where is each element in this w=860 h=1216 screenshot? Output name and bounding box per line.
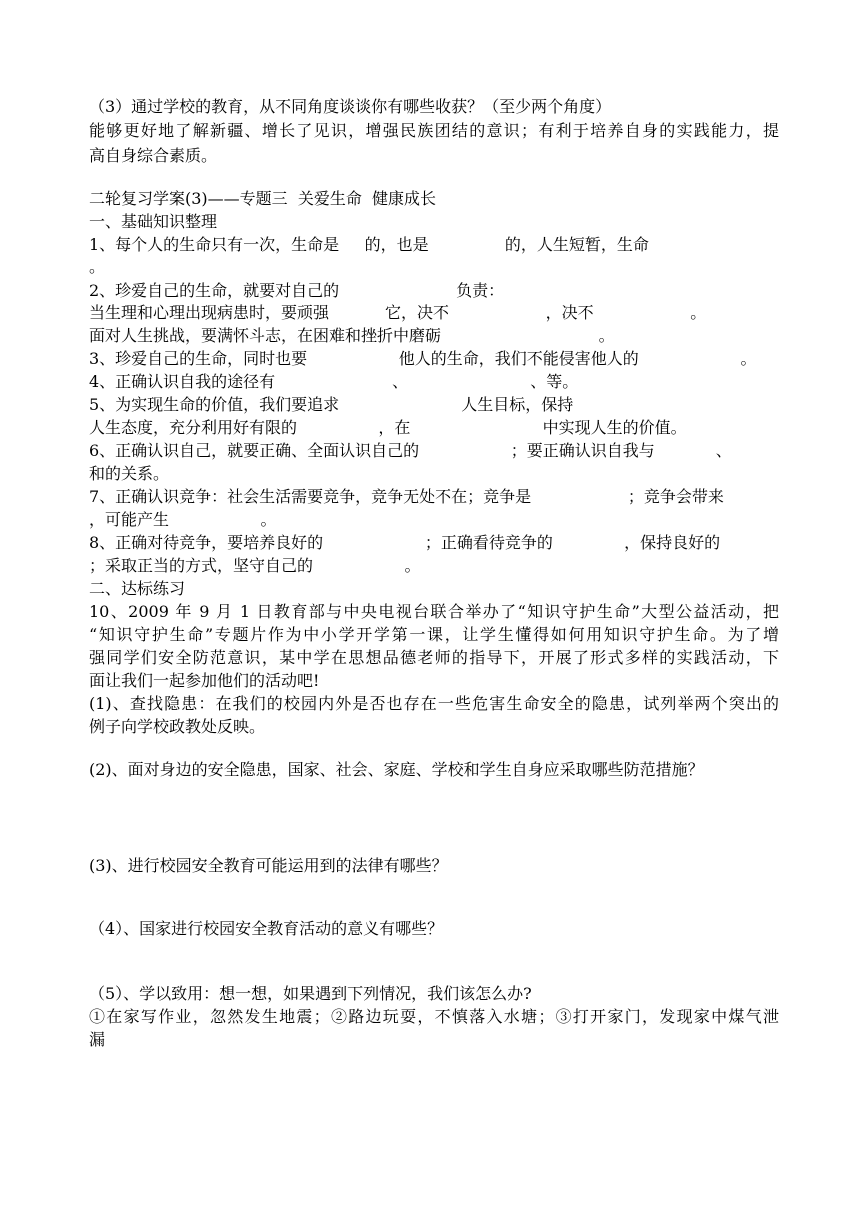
subquestion-2: (2)、面对身边的安全隐患，国家、社会、家庭、学校和学生自身应采取哪些防范措施？ [89,760,704,779]
item-7-line-2: ，可能产生 。 [89,510,277,529]
item-2-line-3: 面对人生挑战，要满怀斗志，在困难和挫折中磨砺 。 [89,326,615,345]
question-10-line-4: 面让我们一起参加他们的活动吧! [89,671,320,690]
question-10-line-2: “知识守护生命”专题片作为中小学开学第一课，让学生懂得如何用知识守护生命。为了增 [89,625,779,644]
item-2-line-2: 当生理和心理出现病患时，要顽强 它，决不 ，决不 。 [89,303,707,322]
answer-line-1: 能够更好地了解新疆、增长了见识，增强民族团结的意识；有利于培养自身的实践能力，提 [89,121,779,140]
subquestion-5: （5）、学以致用：想一想，如果遇到下列情况，我们该怎么办? [89,984,532,1003]
section-title: 二轮复习学案(3)——专题三 关爱生命 健康成长 [89,189,437,208]
question-10-line-3: 强同学们安全防范意识，某中学在思想品德老师的指导下，开展了形式多样的实践活动，下 [89,648,779,667]
answer-line-2: 高自身综合素质。 [89,146,218,165]
heading-basic-knowledge: 一、基础知识整理 [89,212,218,231]
subquestion-5-scenarios-line-2: 漏 [89,1030,106,1049]
heading-practice: 二、达标练习 [89,579,186,598]
item-5-line-1: 5、为实现生命的价值，我们要追求 人生目标，保持 [89,395,574,414]
item-6-line-1: 6、正确认识自己，就要正确、全面认识自己的 ；要正确认识自我与 、 [89,441,732,460]
item-8-line-1: 8、正确对待竞争，要培养良好的 ；正确看待竞争的 ，保持良好的 [89,533,721,552]
item-1-line-1: 1、每个人的生命只有一次，生命是 的，也是 的，人生短暂，生命 [89,235,649,254]
item-3: 3、珍爱自己的生命，同时也要 他人的生命，我们不能侵害他人的 。 [89,349,757,368]
question-3-prompt: （3）通过学校的教育，从不同角度谈谈你有哪些收获？（至少两个角度） [89,97,612,116]
item-1-line-2: 。 [89,257,106,276]
item-5-line-2: 人生态度，充分利用好有限的 ，在 中实现人生的价值。 [89,418,687,437]
subquestion-1-line-1: (1)、查找隐患：在我们的校园内外是否也存在一些危害生命安全的隐患，试列举两个突出的 [89,694,779,713]
subquestion-3: (3)、进行校园安全教育可能运用到的法律有哪些？ [89,856,448,875]
item-6-line-2: 和的关系。 [89,464,170,483]
subquestion-5-scenarios-line-1: ①在家写作业，忽然发生地震；②路边玩耍，不慎落入水塘；③打开家门，发现家中煤气泄 [89,1007,779,1026]
item-4: 4、正确认识自我的途径有 、 、等。 [89,372,579,391]
item-2-line-1: 2、珍爱自己的生命，就要对自己的 负责： [89,281,505,300]
subquestion-1-line-2: 例子向学校政教处反映。 [89,717,266,736]
subquestion-4: （4）、国家进行校园安全教育活动的意义有哪些？ [89,919,444,938]
question-10-line-1: 10、2009 年 9 月 1 日教育部与中央电视台联合举办了“知识守护生命”大型公益活动，把 [89,602,779,621]
item-8-line-2: ；采取正当的方式，坚守自己的 。 [89,556,421,575]
item-7-line-1: 7、正确认识竞争：社会生活需要竞争，竞争无处不在；竞争是 ；竞争会带来 [89,487,724,506]
